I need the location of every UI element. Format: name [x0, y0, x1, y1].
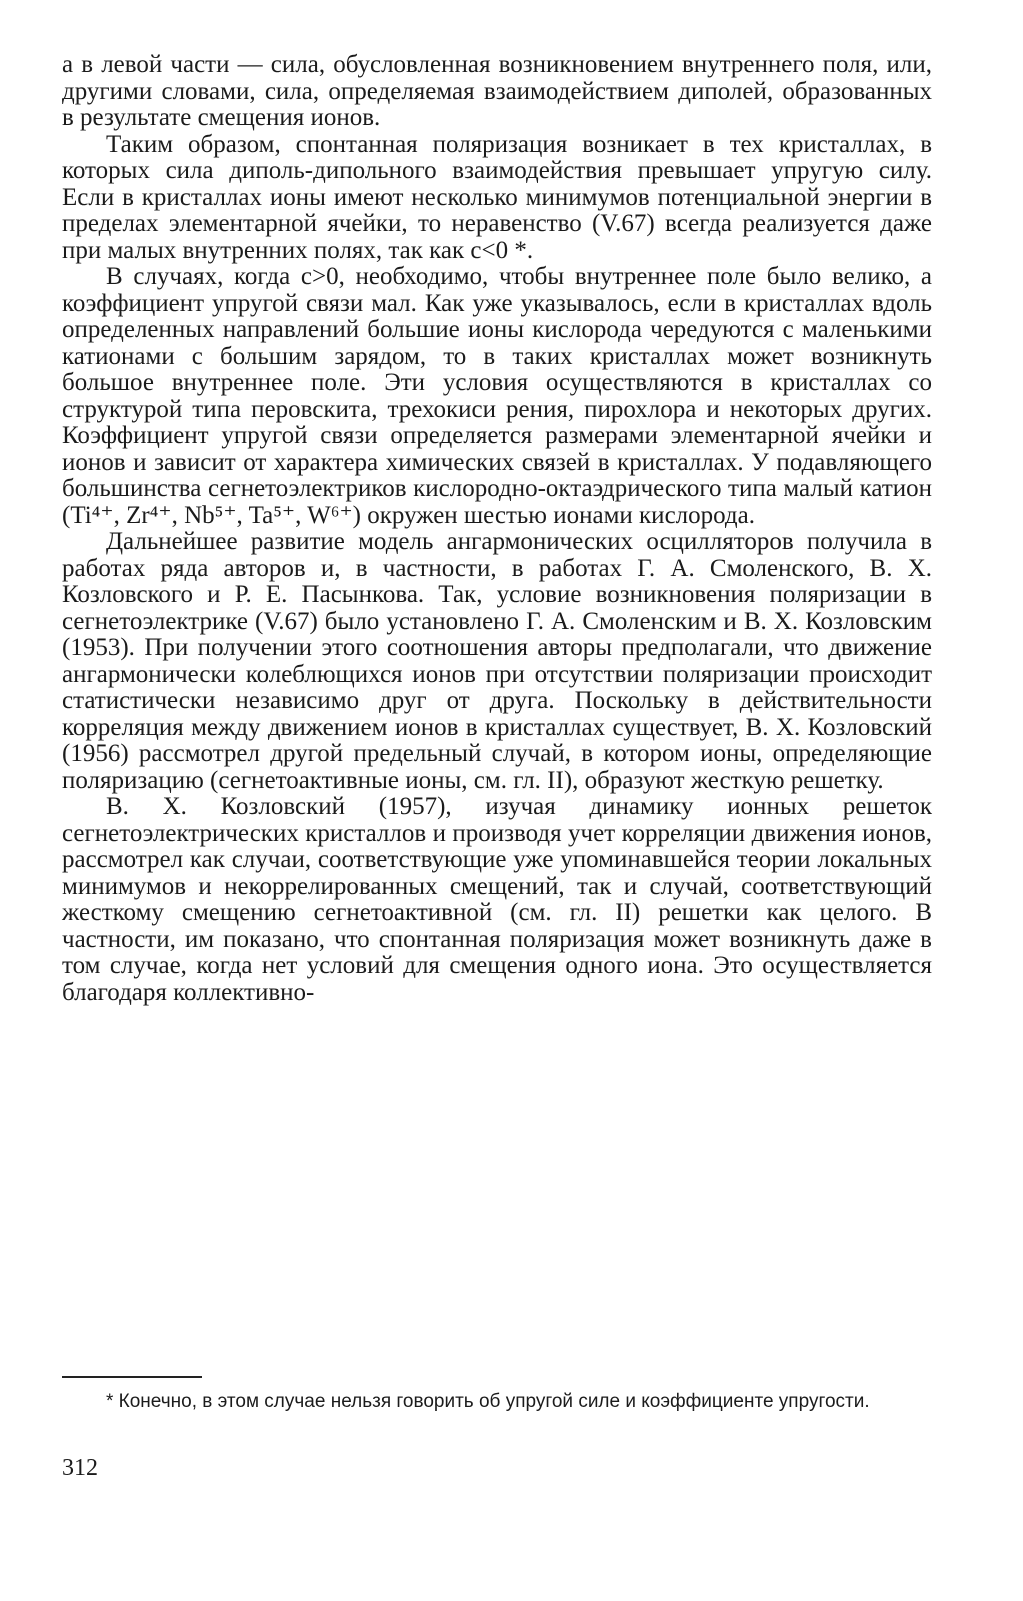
- paragraph-5: В. Х. Козловский (1957), изучая динамику ионных решеток сегнетоэлектрических кристаллов и производя учет корреляции движения ионов, рассмотрел как случаи, соответствующие уже упоминавшейся теории локальных минимумов и некоррелированных смещений, так и случай, соответствующий жесткому смещению сегнетоактивной (см. гл. II) решетки как целого. В частности, им показано, что спонтанная поляризация может возникнуть даже в том случае, когда нет условий для смещения одного иона. Это осуществляется благодаря коллективно-: [62, 793, 932, 1006]
- paragraph-3: В случаях, когда c>0, необходимо, чтобы внутреннее поле было велико, а коэффициент упругой связи мал. Как уже указывалось, если в кристаллах вдоль определенных направлений большие ионы кислорода чередуются с маленькими катионами с большим зарядом, то в таких кристаллах может возникнуть большое внутреннее поле. Эти условия осуществляются в кристаллах со структурой типа перовскита, трехокиси рения, пирохлора и некоторых других. Коэффициент упругой связи определяется размерами элементарной ячейки и ионов и зависит от характера химических связей в кристаллах. У подавляющего большинства сегнетоэлектриков кислородно-октаэдрического типа малый катион (Ti⁴⁺, Zr⁴⁺, Nb⁵⁺, Ta⁵⁺, W⁶⁺) окружен шестью ионами кислорода.: [62, 263, 932, 529]
- paragraph-1: а в левой части — сила, обусловленная возникновением внутреннего поля, или, другими словами, сила, определяемая взаимодействием диполей, образованных в результате смещения ионов.: [62, 51, 932, 131]
- footnote-divider: [62, 1376, 202, 1378]
- page-number: 312: [62, 1455, 98, 1481]
- paragraph-4: Дальнейшее развитие модель ангармонических осцилляторов получила в работах ряда авторов и, в частности, в работах Г. А. Смоленского, В. Х. Козловского и Р. Е. Пасынкова. Так, условие возникновения поляризации в сегнетоэлектрике (V.67) было установлено Г. А. Смоленским и В. Х. Козловским (1953). При получении этого соотношения авторы предполагали, что движение ангармонически колеблющихся ионов при отсутствии поляризации происходит статистически независимо друг от друга. Поскольку в действительности корреляция между движением ионов в кристаллах существует, В. Х. Козловский (1956) рассмотрел другой предельный случай, в котором ионы, определяющие поляризацию (сегнетоактивные ионы, см. гл. II), образуют жесткую решетку.: [62, 528, 932, 794]
- paragraph-2: Таким образом, спонтанная поляризация возникает в тех кристаллах, в которых сила диполь-дипольного взаимодействия превышает упругую силу. Если в кристаллах ионы имеют несколько минимумов потенциальной энергии в пределах элементарной ячейки, то неравенство (V.67) всегда реализуется даже при малых внутренних полях, так как c<0 *.: [62, 130, 932, 264]
- footnote: * Конечно, в этом случае нельзя говорить об упругой силе и коэффициенте упругости.: [106, 1391, 870, 1412]
- page-body: [62, 52, 932, 1006]
